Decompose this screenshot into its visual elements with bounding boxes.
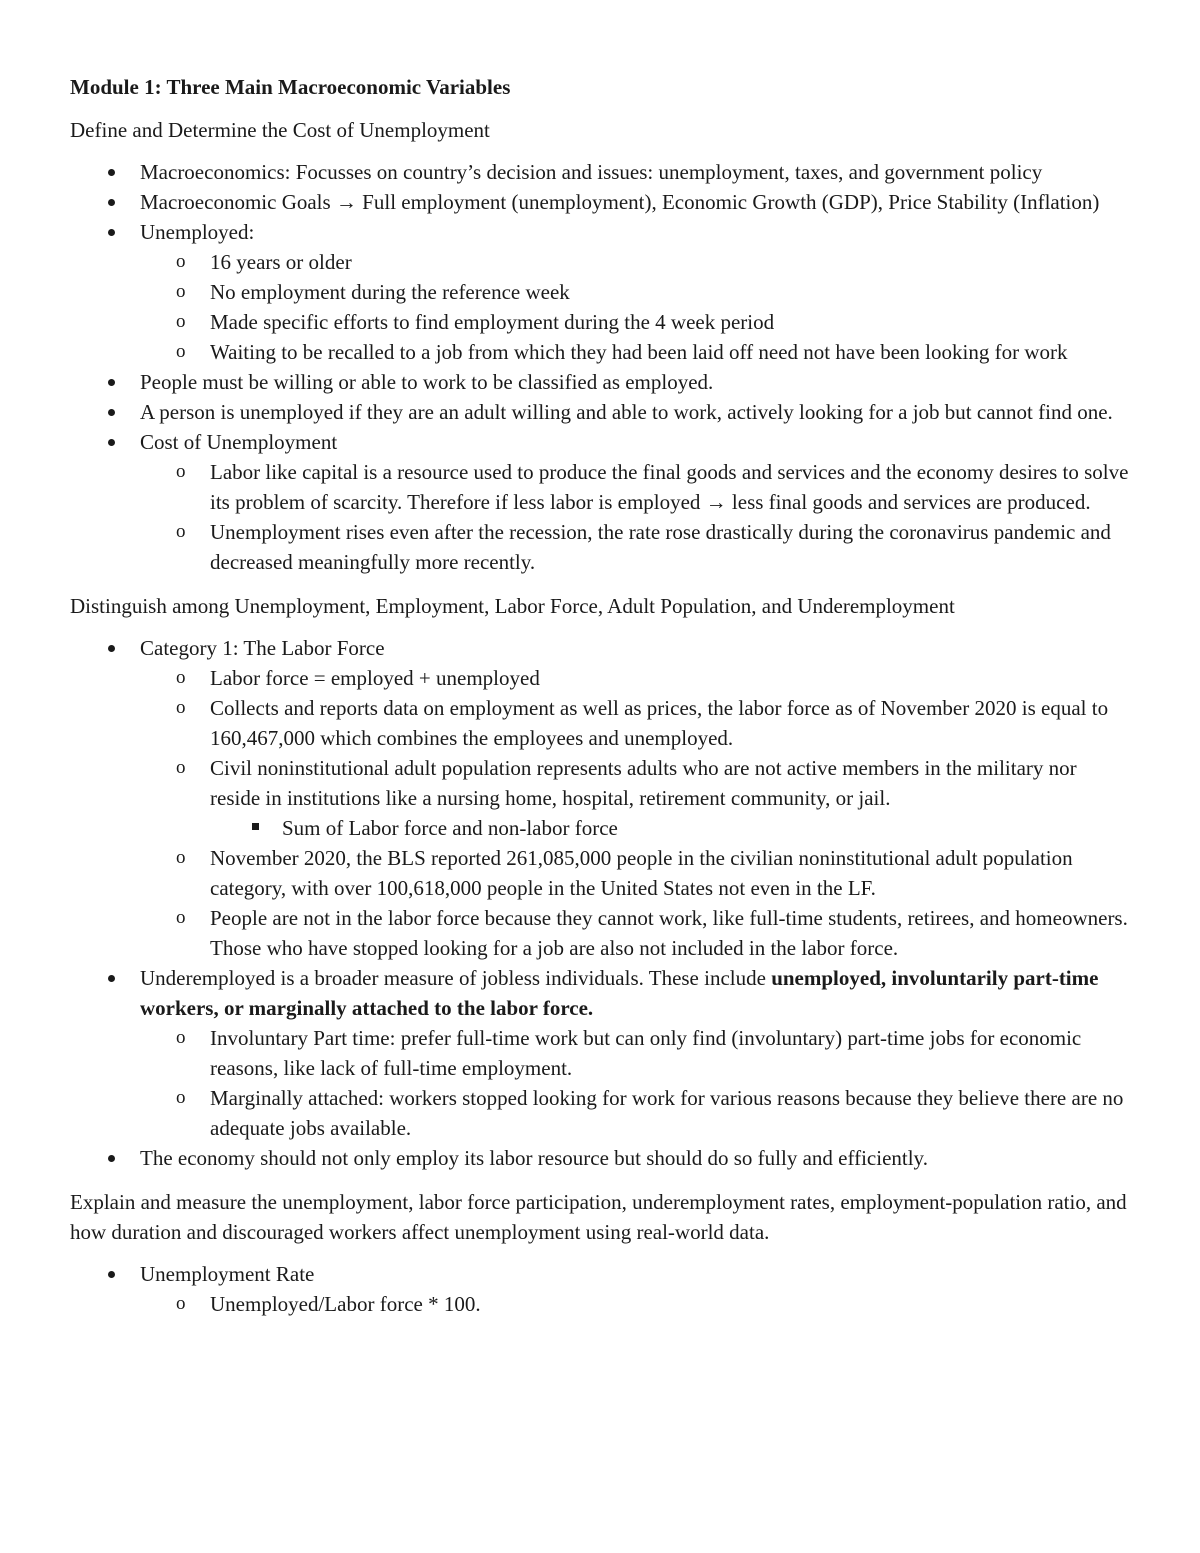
bullet-marker <box>108 379 115 386</box>
list-item: o Made specific efforts to find employment during the 4 week period <box>70 307 1130 337</box>
list-item: People must be willing or able to work to be classified as employed. <box>70 367 1130 397</box>
list-item: o 16 years or older <box>70 247 1130 277</box>
list-item: Sum of Labor force and non-labor force <box>70 813 1130 843</box>
sub-bullet-marker: o <box>176 757 186 778</box>
section-heading-cost-of-unemployment: Define and Determine the Cost of Unemployment <box>70 118 490 142</box>
section-heading-labor-force: Distinguish among Unemployment, Employment, Labor Force, Adult Population, and Underemployment <box>70 594 955 618</box>
bullet-marker <box>108 199 115 206</box>
section-heading-measure-unemployment: Explain and measure the unemployment, labor force participation, underemployment rates, employment-population ratio, and how duration and discouraged workers affect unemployment using real-world data. <box>70 1190 1127 1244</box>
list-item: Unemployed: <box>70 217 1130 247</box>
list-item: Macroeconomic Goals → Full employment (unemployment), Economic Growth (GDP), Price Stability (Inflation) <box>70 187 1130 217</box>
bullet-marker <box>108 229 115 236</box>
document-title: Module 1: Three Main Macroeconomic Variables <box>70 75 511 99</box>
square-bullet-marker <box>252 823 259 830</box>
bullet-list-section2 <box>70 633 1130 1173</box>
list-item: o Civil noninstitutional adult population represents adults who are not active members in the military nor reside in institutions like a nursing home, hospital, retirement community, or jail. <box>70 753 1130 813</box>
bullet-marker <box>108 1271 115 1278</box>
document-page <box>70 72 1130 1319</box>
sub-bullet-marker: o <box>176 311 186 332</box>
list-item: Cost of Unemployment <box>70 427 1130 457</box>
bullet-marker <box>108 645 115 652</box>
list-item: o Marginally attached: workers stopped looking for work for various reasons because they believe there are no adequate jobs available. <box>70 1083 1130 1143</box>
list-item: o No employment during the reference week <box>70 277 1130 307</box>
sub-bullet-marker: o <box>176 1293 186 1314</box>
bullet-marker <box>108 439 115 446</box>
sub-bullet-marker: o <box>176 907 186 928</box>
bullet-marker <box>108 975 115 982</box>
list-item: o Unemployment rises even after the recession, the rate rose drastically during the coronavirus pandemic and decreased meaningfully more recently. <box>70 517 1130 577</box>
bullet-list-section3 <box>70 1259 1130 1319</box>
bullet-marker <box>108 169 115 176</box>
list-item: Underemployed is a broader measure of jobless individuals. These include unemployed, involuntarily part-time workers, or marginally attached to the labor force. <box>70 963 1130 1023</box>
bullet-marker <box>108 409 115 416</box>
list-item: o Involuntary Part time: prefer full-time work but can only find (involuntary) part-time jobs for economic reasons, like lack of full-time employment. <box>70 1023 1130 1083</box>
sub-bullet-marker: o <box>176 521 186 542</box>
sub-bullet-marker: o <box>176 847 186 868</box>
bullet-list-section1 <box>70 157 1130 577</box>
list-item: o Unemployed/Labor force * 100. <box>70 1289 1130 1319</box>
sub-bullet-marker: o <box>176 461 186 482</box>
sub-bullet-marker: o <box>176 697 186 718</box>
list-item: Macroeconomics: Focusses on country’s decision and issues: unemployment, taxes, and government policy <box>70 157 1130 187</box>
list-item: o Labor like capital is a resource used to produce the final goods and services and the economy desires to solve its problem of scarcity. Therefore if less labor is employed → less final goods and services are produced. <box>70 457 1130 517</box>
sub-bullet-marker: o <box>176 251 186 272</box>
list-item: A person is unemployed if they are an adult willing and able to work, actively looking for a job but cannot find one. <box>70 397 1130 427</box>
list-item: Unemployment Rate <box>70 1259 1130 1289</box>
list-item: o Labor force = employed + unemployed <box>70 663 1130 693</box>
list-item: The economy should not only employ its labor resource but should do so fully and efficiently. <box>70 1143 1130 1173</box>
sub-bullet-marker: o <box>176 1027 186 1048</box>
list-item: o November 2020, the BLS reported 261,085,000 people in the civilian noninstitutional adult population category, with over 100,618,000 people in the United States not even in the LF. <box>70 843 1130 903</box>
list-item: o Waiting to be recalled to a job from which they had been laid off need not have been looking for work <box>70 337 1130 367</box>
sub-bullet-marker: o <box>176 281 186 302</box>
sub-bullet-marker: o <box>176 667 186 688</box>
bold-emphasis: unemployed, involuntarily part-time workers, or marginally attached to the labor force. <box>140 966 1099 1020</box>
list-item: o People are not in the labor force because they cannot work, like full-time students, retirees, and homeowners. Those who have stopped looking for a job are also not included in the labor force. <box>70 903 1130 963</box>
list-item: Category 1: The Labor Force <box>70 633 1130 663</box>
list-item: o Collects and reports data on employment as well as prices, the labor force as of November 2020 is equal to 160,467,000 which combines the employees and unemployed. <box>70 693 1130 753</box>
sub-bullet-marker: o <box>176 341 186 362</box>
sub-bullet-marker: o <box>176 1087 186 1108</box>
bullet-marker <box>108 1155 115 1162</box>
